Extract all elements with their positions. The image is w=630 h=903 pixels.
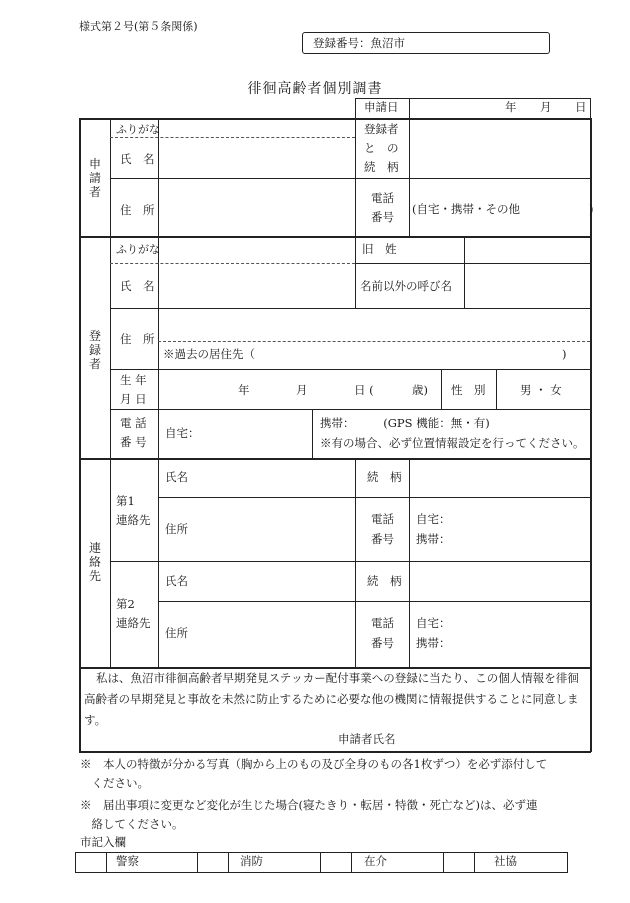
first-contact-label-1: 第1 — [116, 494, 135, 508]
first-contact-relation-field[interactable] — [410, 459, 590, 496]
applicant-phone-label-1: 電話 — [371, 191, 394, 205]
nickname-label: 名前以外の呼び名 — [360, 279, 452, 293]
second-contact-relation-field[interactable] — [410, 562, 590, 600]
date-year-label: 年 — [505, 100, 517, 114]
office-col-social-welfare: 社協 — [494, 854, 517, 868]
applicant-signature-label: 申請者氏名 — [338, 732, 396, 746]
registrant-furigana-field[interactable] — [159, 237, 354, 262]
birth-date-field[interactable] — [159, 370, 440, 408]
registration-number-box[interactable]: 登録番号：魚沼市 — [302, 32, 550, 54]
application-date-field[interactable] — [410, 99, 590, 117]
applicant-name-field[interactable] — [159, 138, 354, 177]
applicant-name-label: 氏 名 — [120, 152, 155, 166]
second-contact-label-1: 第2 — [116, 597, 135, 611]
past-address-field[interactable] — [262, 343, 557, 367]
applicant-address-label: 住 所 — [120, 203, 155, 217]
second-contact-label-2: 連絡先 — [116, 616, 151, 630]
birth-month-label: 月 — [296, 383, 308, 397]
photo-note-line2: ください。 — [80, 776, 149, 790]
first-contact-name-label: 氏名 — [165, 470, 188, 484]
former-name-field[interactable] — [465, 237, 590, 262]
registrant-phone-home[interactable]: 自宅： — [165, 426, 200, 440]
contacts-section-label: 連絡先 — [88, 541, 101, 583]
applicant-phone-label-2: 番号 — [371, 210, 394, 224]
relation-label-line1: 登録者 — [364, 122, 399, 136]
change-note-line2: 絡してください。 — [80, 817, 184, 831]
second-contact-phone-label-2: 番号 — [371, 636, 394, 650]
applicant-relation-field[interactable] — [410, 119, 590, 177]
first-contact-label-2: 連絡先 — [116, 513, 151, 527]
second-contact-relation-label: 続 柄 — [367, 574, 402, 588]
second-contact-phone-label-1: 電話 — [371, 616, 394, 630]
applicant-furigana-field[interactable] — [159, 119, 354, 136]
form-title: 徘徊高齢者個別調書 — [247, 81, 383, 97]
first-contact-address-label: 住所 — [165, 522, 188, 536]
nickname-field[interactable] — [465, 264, 590, 307]
office-fire-check[interactable] — [198, 853, 227, 871]
second-contact-address-field[interactable] — [190, 602, 354, 666]
office-welfare-check[interactable] — [444, 853, 473, 871]
registrant-phone-mobile[interactable]: 携帯： (GPS 機能：無・有) — [320, 416, 490, 430]
registrant-furigana-label: ふりがな — [116, 243, 160, 256]
first-contact-phone-label-2: 番号 — [371, 532, 394, 546]
photo-note-line1: ※ 本人の特徴が分かる写真（胸から上のもの及び全身のもの各1枚ずつ）を必ず添付して — [80, 757, 548, 771]
first-contact-name-field[interactable] — [178, 459, 354, 496]
past-address-label: ※過去の居住先（ — [163, 347, 255, 361]
registrant-gps-note: ※有の場合、必ず位置情報設定を行ってください。 — [320, 436, 585, 450]
consent-statement: 私は、魚沼市徘徊高齢者早期発見ステッカー配付事業への登録に当たり、この個人情報を徘徊高齢者の早期発見と事故を未然に防止するために必要な他の機関に情報提供することに同意します。 — [84, 671, 579, 727]
former-name-label: 旧 姓 — [362, 242, 397, 256]
registrant-address-label: 住 所 — [120, 332, 155, 346]
registrant-name-label: 氏 名 — [120, 279, 155, 293]
birth-label-1: 生 年 — [120, 373, 147, 387]
first-contact-phone-mobile[interactable]: 携帯： — [416, 532, 451, 546]
relation-label-line2: と の — [364, 141, 399, 155]
office-use-label: 市記入欄 — [80, 835, 126, 849]
past-address-close: ) — [562, 347, 567, 361]
second-contact-address-label: 住所 — [165, 626, 188, 640]
second-contact-phone-home[interactable]: 自宅： — [416, 616, 451, 630]
gender-options[interactable]: 男 ・ 女 — [520, 383, 562, 397]
change-note-line1: ※ 届出事項に変更など変化が生じた場合(寝たきり・転居・特徴・死亡など)は、必ず連 — [80, 798, 538, 812]
relation-label-line3: 続 柄 — [364, 160, 399, 174]
office-police-check[interactable] — [76, 853, 105, 871]
registrant-address-field[interactable] — [159, 309, 590, 340]
registrant-name-field[interactable] — [159, 264, 354, 307]
first-contact-relation-label: 続 柄 — [367, 470, 402, 484]
application-date-label: 申請日 — [364, 100, 399, 114]
registrant-section-label: 登録者 — [88, 329, 101, 371]
date-month-label: 月 — [540, 100, 552, 114]
gender-label: 性 別 — [451, 383, 486, 397]
registrant-phone-label-1: 電 話 — [120, 416, 147, 430]
office-col-fire: 消防 — [240, 854, 263, 868]
second-contact-name-label: 氏名 — [165, 574, 188, 588]
first-contact-phone-label-1: 電話 — [371, 512, 394, 526]
office-care-check[interactable] — [321, 853, 350, 871]
birth-age-label: 歳) — [412, 383, 428, 397]
applicant-signature-field[interactable] — [400, 730, 585, 748]
second-contact-phone-mobile[interactable]: 携帯： — [416, 636, 451, 650]
applicant-section-label: 申請者 — [88, 157, 101, 199]
office-col-care-center: 在介 — [364, 854, 387, 868]
applicant-phone-options[interactable]: (自宅・携帯・その他 ) — [412, 202, 594, 216]
birth-day-label: 日 ( — [354, 383, 374, 397]
first-contact-address-field[interactable] — [190, 498, 354, 560]
date-day-label: 日 — [575, 100, 587, 114]
form-number: 様式第２号(第５条関係) — [79, 20, 198, 33]
birth-year-label: 年 — [238, 383, 250, 397]
applicant-address-field[interactable] — [159, 179, 354, 235]
registrant-phone-label-2: 番 号 — [120, 435, 147, 449]
second-contact-name-field[interactable] — [178, 562, 354, 600]
birth-label-2: 月 日 — [120, 392, 147, 406]
applicant-furigana-label: ふりがな — [116, 123, 160, 136]
office-col-police: 警察 — [116, 854, 139, 868]
first-contact-phone-home[interactable]: 自宅： — [416, 512, 451, 526]
